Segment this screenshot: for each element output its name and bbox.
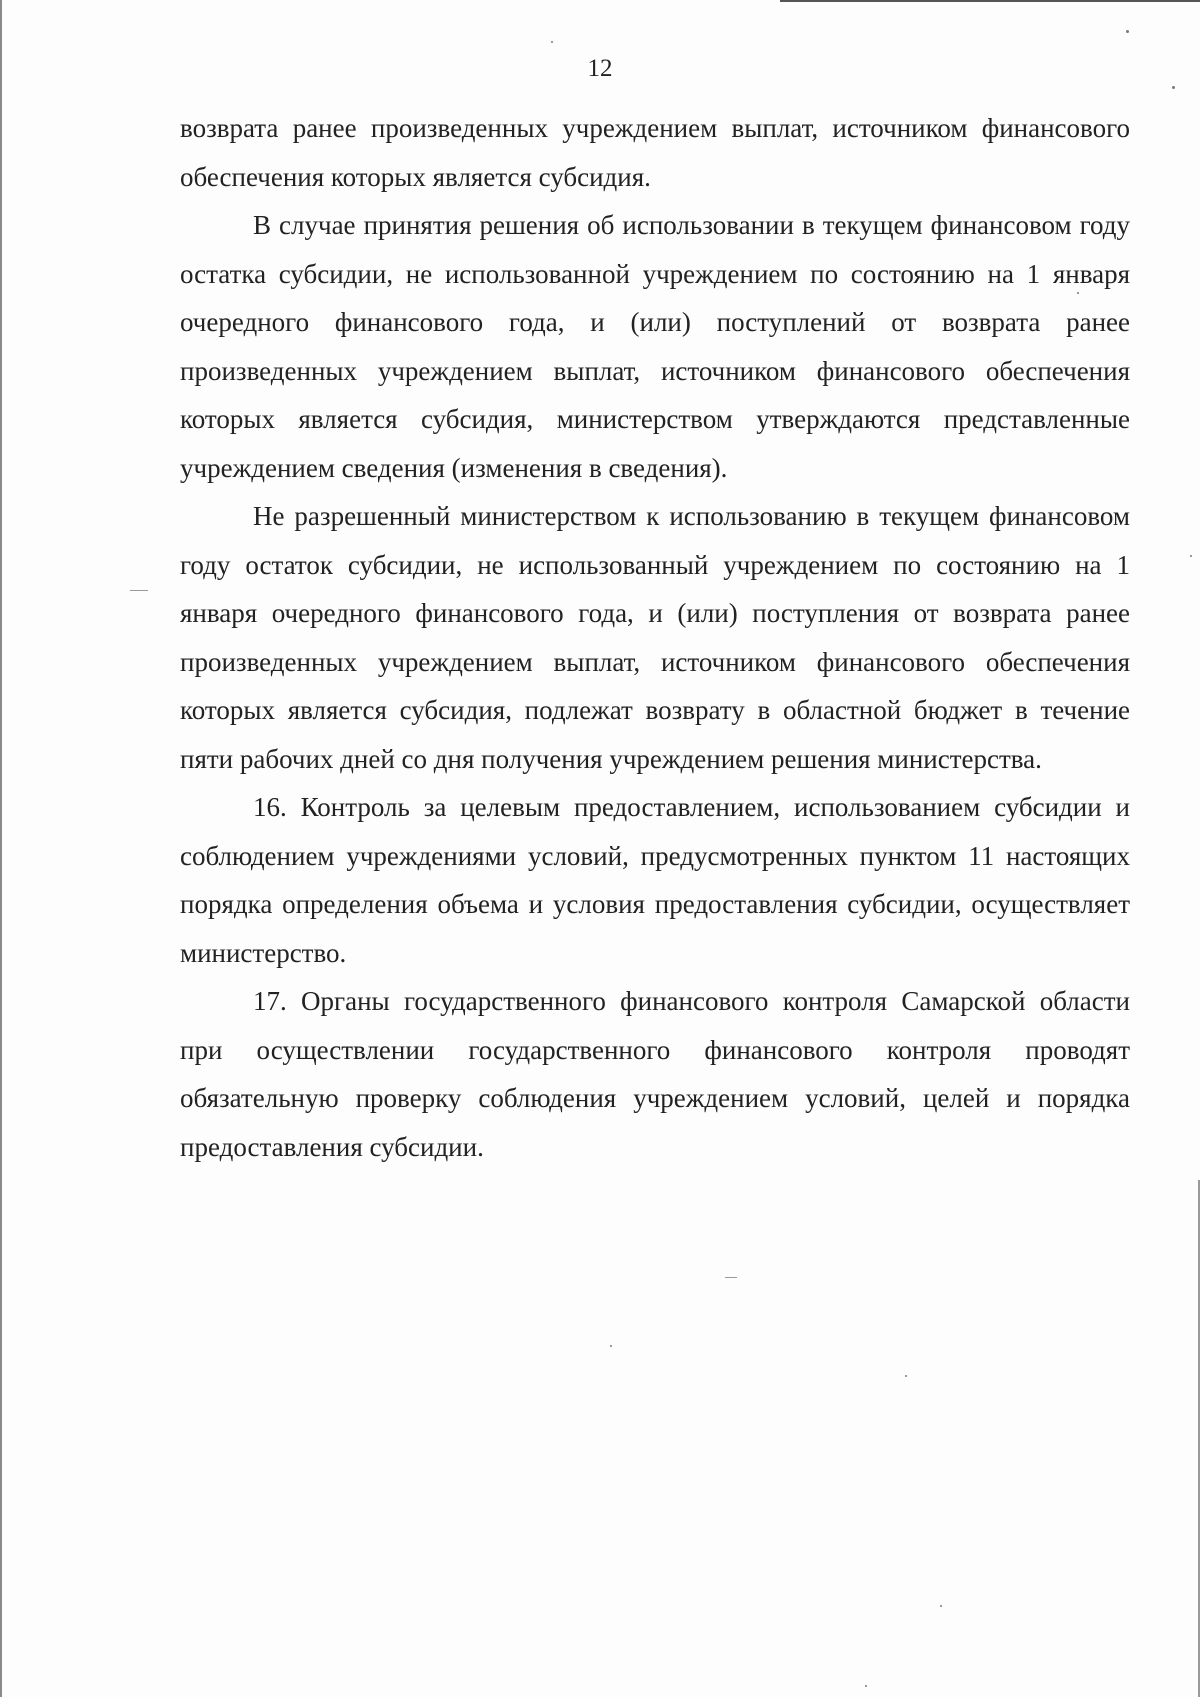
scan-speck — [1190, 555, 1192, 557]
scan-speck — [551, 41, 553, 43]
document-body — [180, 104, 1130, 1171]
scan-speck — [1172, 86, 1175, 89]
scan-speck — [1077, 292, 1079, 294]
scan-edge-top — [780, 0, 1200, 2]
page-number: 12 — [587, 55, 613, 82]
scan-speck — [940, 1605, 942, 1607]
scan-speck — [610, 1345, 612, 1347]
scan-edge-left — [0, 0, 2, 1697]
paragraph-clause-17: 17. Органы государственного финансового контроля Самарской области при осуществлении государственного финансового контроля проводят обязательную проверку соблюдения учреждением условий, целей и порядка предоставления субсидии. — [180, 986, 1130, 1162]
scan-mark — [130, 590, 148, 591]
paragraph-unauthorized-remaining-return: Не разрешенный министерством к использованию в текущем финансовом году остаток субсидии, не использованный учреждением по состоянию на 1 января очередного финансового года, и (или) поступления от возврата ранее произведенных учреждением выплат, источником финансового обеспечения которых является субсидия, подлежат возврату в областной бюджет в течение пяти рабочих дней со дня получения учреждением решения министерства. — [180, 501, 1130, 774]
paragraph-remaining-subsidy-use: В случае принятия решения об использовании в текущем финансовом году остатка субсидии, не использованной учреждением по состоянию на 1 января очередного финансового года, и (или) поступлений от возврата ранее произведенных учреждением выплат, источником финансового обеспечения которых является субсидия, министерством утверждаются представленные учреждением сведения (изменения в сведения). — [180, 210, 1130, 483]
scan-mark — [725, 1277, 737, 1278]
scan-speck — [905, 1375, 907, 1377]
scan-speck — [865, 1685, 867, 1687]
scan-speck — [1126, 30, 1129, 33]
paragraph-continuation: возврата ранее произведенных учреждением выплат, источником финансового обеспечения которых является субсидия. — [180, 113, 1130, 192]
paragraph-clause-16: 16. Контроль за целевым предоставлением, использованием субсидии и соблюдением учреждениями условий, предусмотренных пунктом 11 настоящих порядка определения объема и условия предоставления субсидии, осуществляет министерство. — [180, 792, 1130, 968]
